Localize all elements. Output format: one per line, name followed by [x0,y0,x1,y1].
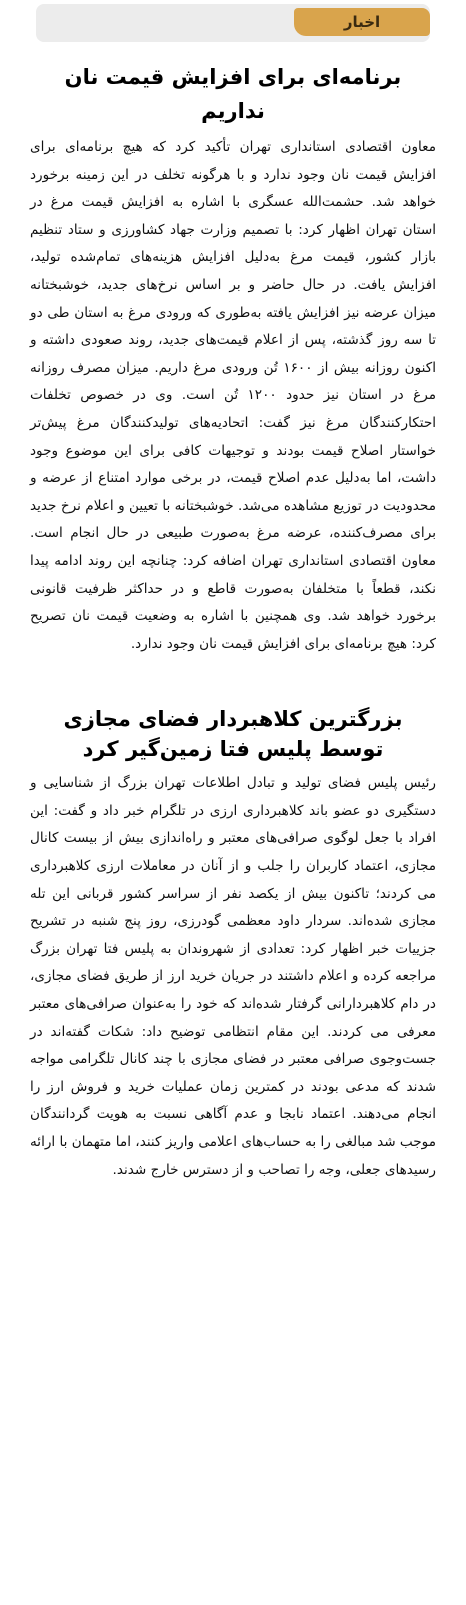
article-headline: برنامه‌ای برای افزایش قیمت نان نداریم [64,65,402,123]
article-news-fraud [30,704,436,1184]
article-headline: بزرگترین کلاهبردار فضای مجازی توسط پلیس فتا زمین‌گیر کرد [63,707,403,762]
section-tab: اخبار [294,8,430,36]
article-body: معاون اقتصادی استانداری تهران تأکید کرد که هیچ برنامه‌ای برای افزایش قیمت نان وجود ندارد و با هرگونه تخلف در این زمینه برخورد خواهد شد. حشمت‌الله عسگری با اشاره به افزایش قیمت مرغ در استان تهران اظهار کرد: با تصمیم وزارت جهاد کشاورزی و ستاد تنظیم بازار کشور، قیمت مرغ به‌دلیل افزایش هزینه‌های تمام‌شده تولید، افزایش یافت. در حال حاضر و بر اساس نرخ‌های جدید، خوشبختانه میزان عرضه نیز افزایش یافته به‌طوری که ورودی مرغ به استان طی دو تا سه روز گذشته، پس از اعلام قیمت‌های جدید، روند صعودی داشته و اکنون روزانه بیش از ۱۶۰۰ تُن ورودی مرغ داریم. میزان مصرف روزانه مرغ در استان نیز حدود ۱۲۰۰ تُن است. وی در خصوص تخلفات احتکارکنندگان مرغ نیز گفت: اتحادیه‌های تولیدکنندگان مرغ پیش‌تر خواستار اصلاح قیمت بودند و توجیهات کافی برای این موضوع وجود داشت، اما به‌دلیل عدم اصلاح قیمت، در برخی موارد امتناع از عرضه و محدودیت در توزیع مشاهده می‌شد. خوشبختانه با تعیین و اعلام نرخ جدید برای مصرف‌کننده، عرضه مرغ به‌صورت طبیعی در حال انجام است. معاون اقتصادی استانداری تهران اضافه کرد: چنانچه این روند ادامه پیدا نکند، قطعاً با متخلفان به‌صورت قاطع و در حداکثر ظرفیت قانونی برخورد خواهد شد. وی همچنین با اشاره به وضعیت قیمت نان تصریح کرد: هیچ برنامه‌ای برای افزایش قیمت نان وجود ندارد. [30,139,436,652]
section-header-bar [36,4,430,42]
article-news-bread [30,60,436,658]
article-body: رئیس پلیس فضای تولید و تبادل اطلاعات تهران بزرگ از شناسایی و دستگیری دو عضو باند کلاهبرداری ارزی در تلگرام خبر داد و گفت: این افراد با جعل لوگوی صرافی‌های معتبر و راه‌اندازی بیش از بیست کانال مجازی، اعتماد کاربران را جلب و از آنان در معاملات ارزی کلاهبرداری می کردند؛ تاکنون بیش از یکصد نفر از سراسر کشور قربانی این تله مجازی شده‌اند. سردار داود معظمی گودرزی، روز پنج شنبه در تشریح جزییات خبر اظهار کرد: تعدادی از شهروندان به پلیس فتا تهران بزرگ مراجعه کرده و اعلام داشتند در جریان خرید ارز از طریق فضای مجازی، در دام کلاهبردارانی گرفتار شده‌اند که خود را به‌عنوان صرافی‌های معتبر معرفی می کردند. این مقام انتظامی توضیح داد: شکات گفته‌اند در جست‌وجوی صرافی معتبر در فضای مجازی با چند کانال تلگرامی مواجه شدند که مدعی بودند در کمترین زمان عملیات خرید و فروش ارز را انجام می‌دهند. اعتماد نابجا و عدم آگاهی نسبت به هویت گردانندگان موجب شد مبالغی را به حساب‌های اعلامی واریز کنند، اما متهمان با ارائه رسیدهای جعلی، وجه را تصاحب و از دسترس خارج شدند. [30,775,436,1178]
